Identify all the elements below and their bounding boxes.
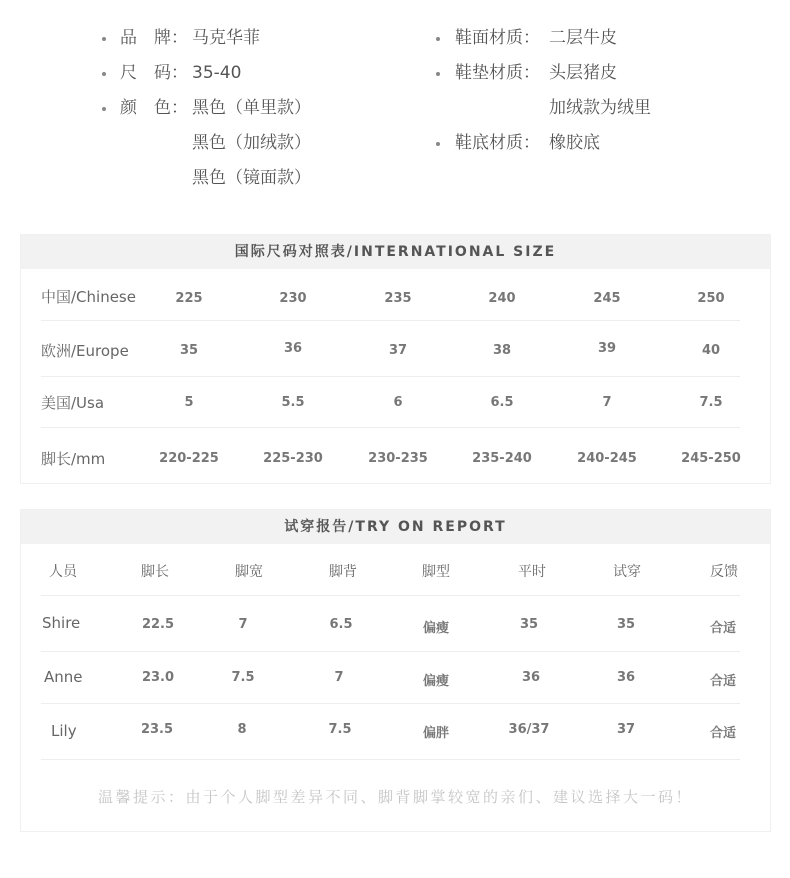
size-table: [20, 234, 771, 484]
spec-list-left: [102, 21, 402, 196]
spec-value: 头层猪皮: [549, 63, 617, 83]
fit-tip: 温馨提示：由于个人脚型差异不同、脚背脚掌较宽的亲们、建议选择大一码！: [97, 788, 693, 806]
table-cell: 235-240: [472, 451, 532, 466]
table-cell: 36: [283, 341, 303, 356]
table-cell: 7: [334, 670, 344, 685]
row-label: 美国/Usa: [41, 394, 105, 412]
person-name: Lily: [51, 722, 77, 740]
table-row: [41, 428, 740, 483]
table-cell: 偏瘦: [422, 674, 450, 689]
bullet-icon: [102, 72, 106, 76]
table-cell: 220-225: [159, 451, 219, 466]
table-header-row: [41, 544, 740, 596]
spec-list-right: [436, 21, 756, 161]
table-cell: 245-250: [681, 451, 741, 466]
table-cell: 5: [184, 395, 194, 410]
bullet-icon: [436, 142, 440, 146]
table-row: [41, 321, 740, 377]
spec-insole-2: [436, 91, 756, 126]
spec-value: 橡胶底: [549, 133, 600, 153]
spec-value: 马克华菲: [192, 28, 260, 48]
table-cell: 225: [175, 291, 203, 306]
bullet-icon: [436, 37, 440, 41]
spec-value: 黑色（加绒款）: [192, 133, 311, 153]
spec-label: 鞋底材质：: [455, 133, 540, 153]
bullet-icon: [436, 72, 440, 76]
person-name: Shire: [42, 614, 81, 632]
table-cell: 240: [488, 291, 516, 306]
table-row: [41, 704, 740, 760]
column-header: 脚长: [141, 564, 169, 580]
table-cell: 6.5: [490, 395, 514, 410]
table-cell: 39: [597, 341, 617, 356]
table-cell: 7.5: [231, 670, 255, 685]
column-header: 脚宽: [235, 564, 263, 580]
table-cell: 235: [384, 291, 412, 306]
table-cell: 37: [616, 722, 636, 737]
spec-value: 35-40: [192, 63, 242, 83]
spec-upper: [436, 21, 756, 56]
table-cell: 7: [602, 395, 612, 410]
row-label: 欧洲/Europe: [41, 342, 129, 360]
spec-insole: [436, 56, 756, 91]
table-cell: 36/37: [508, 722, 550, 737]
table-cell: 偏胖: [422, 726, 450, 741]
spec-brand: [102, 21, 402, 56]
spec-label: 鞋面材质：: [455, 28, 540, 48]
try-on-table: [20, 509, 771, 832]
table-cell: 230: [279, 291, 307, 306]
spec-color-2: [102, 126, 402, 161]
spec-label: 鞋垫材质：: [455, 63, 540, 83]
row-label: 中国/Chinese: [41, 288, 136, 306]
table-cell: 36: [521, 670, 541, 685]
spec-value: 二层牛皮: [549, 28, 617, 48]
table-cell: 合适: [709, 674, 737, 689]
table-cell: 35: [519, 617, 539, 632]
table-cell: 偏瘦: [422, 621, 450, 636]
column-header: 脚型: [422, 564, 450, 580]
table-cell: 7.5: [328, 722, 352, 737]
spec-size: [102, 56, 402, 91]
bullet-icon: [102, 107, 106, 111]
table-cell: 8: [237, 722, 247, 737]
table-cell: 6.5: [329, 617, 353, 632]
table-cell: 5.5: [281, 395, 305, 410]
spec-label: 尺 码：: [120, 63, 188, 83]
table-cell: 38: [492, 343, 512, 358]
table-cell: 合适: [709, 621, 737, 636]
table-cell: 合适: [709, 726, 737, 741]
table-row: [41, 652, 740, 704]
table-cell: 225-230: [263, 451, 323, 466]
table-cell: 40: [701, 343, 721, 358]
spec-color: [102, 91, 402, 126]
table-cell: 23.0: [141, 670, 175, 685]
table-cell: 22.5: [141, 617, 175, 632]
table-cell: 35: [179, 343, 199, 358]
spec-sole: [436, 126, 756, 161]
try-on-table-title: 试穿报告/TRY ON REPORT: [21, 510, 770, 544]
column-header: 人员: [49, 564, 77, 580]
table-cell: 23.5: [140, 722, 174, 737]
table-cell: 250: [697, 291, 725, 306]
table-cell: 7: [238, 617, 248, 632]
table-cell: 36: [616, 670, 636, 685]
spec-value: 加绒款为绒里: [549, 98, 651, 118]
column-header: 脚背: [329, 564, 357, 580]
table-cell: 35: [616, 617, 636, 632]
table-cell: 240-245: [577, 451, 637, 466]
column-header: 试穿: [613, 564, 641, 580]
table-cell: 245: [593, 291, 621, 306]
spec-value: 黑色（镜面款）: [192, 168, 311, 188]
table-row: [41, 596, 740, 652]
table-cell: 230-235: [368, 451, 428, 466]
size-table-title: 国际尺码对照表/INTERNATIONAL SIZE: [21, 235, 770, 269]
person-name: Anne: [44, 668, 83, 686]
bullet-icon: [102, 37, 106, 41]
table-cell: 6: [393, 395, 403, 410]
spec-label: 颜 色：: [120, 98, 188, 118]
spec-value: 黑色（单里款）: [192, 98, 311, 118]
table-cell: 37: [388, 343, 408, 358]
table-row: [41, 269, 740, 321]
column-header: 平时: [518, 564, 546, 580]
spec-color-3: [102, 161, 402, 196]
row-label: 脚长/mm: [41, 450, 106, 468]
table-row: [41, 377, 740, 428]
column-header: 反馈: [710, 564, 738, 580]
spec-label: 品 牌：: [120, 28, 188, 48]
table-cell: 7.5: [699, 395, 723, 410]
